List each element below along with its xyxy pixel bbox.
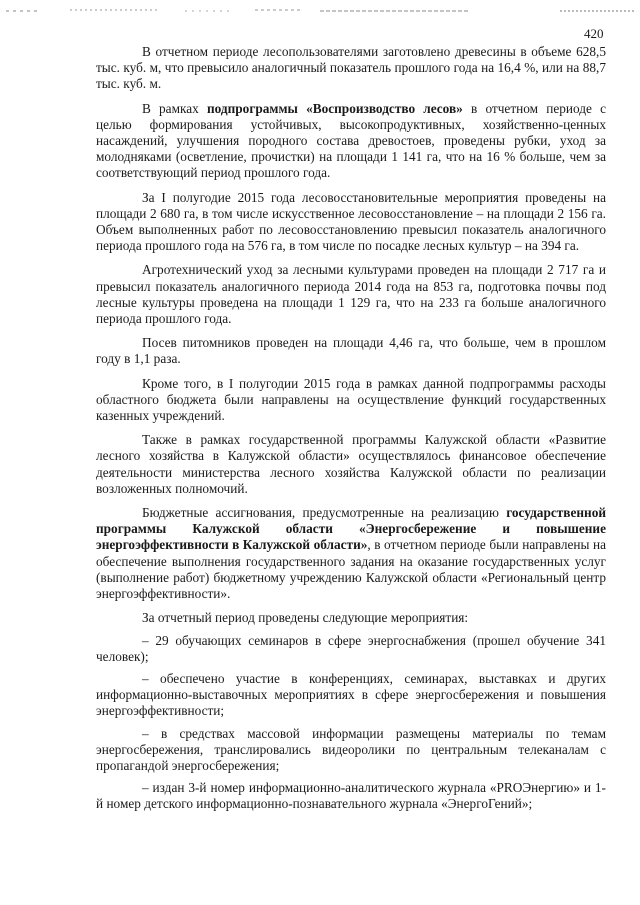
paragraph-text: Бюджетные ассигнования, предусмотренные на реализацию xyxy=(142,505,507,521)
paragraph-timber-harvest: В отчетном периоде лесопользователями заготовлено древесины в объеме 628,5 тыс. куб. м, что превысило аналогичный показатель прошлого года на 16,4 %, или на 88,7 тыс. куб. м. xyxy=(96,44,606,92)
scan-artifact-marks xyxy=(0,4,640,18)
paragraph-text: в отчетном периоде с целью формирования устойчивых, высокопродуктивных, хозяйственно-ценных насаждений, улучшения породного состава древостоев, проведены рубки, уход за молодняками (осветление, прочистки) на площади 1 141 га, что на 16 % больше, чем за соответствующий период прошлого года. xyxy=(96,100,606,181)
list-item-media: – в средствах массовой информации размещены материалы по темам энергосбережения, транслировались видеоролики по центральным телеканалам с пропагандой энергосбережения; xyxy=(96,725,606,773)
paragraph-agrotechnical-care: Агротехнический уход за лесными культурами проведен на площади 2 717 га и превысил показатель аналогичного периода 2014 года на 853 га, подготовка почвы под лесные культуры проведена на площади 1 129 га, что на 233 га больше аналогичного периода прошлого года. xyxy=(96,262,606,327)
subprogram-title: подпрограммы «Воспроизводство лесов» xyxy=(206,100,463,116)
list-item-conferences: – обеспечено участие в конференциях, семинарах, выставках и других информационно-выставочных мероприятиях в сфере энергосбережения и повышения энергоэффективности; xyxy=(96,670,606,719)
paragraph-measures-intro: За отчетный период проведены следующие мероприятия: xyxy=(142,610,469,626)
paragraph-nursery-sowing: Посев питомников проведен на площади 4,46 га, что больше, чем в прошлом году в 1,1 раза. xyxy=(96,335,606,367)
paragraph-energy-program xyxy=(96,505,606,602)
paragraph-forestry-program: Также в рамках государственной программы Калужской области «Развитие лесного хозяйства в Калужской области» осуществлялось финансовое обеспечение деятельности министерства лесного хозяйства Калужской области по реализации возложенных полномочий. xyxy=(96,432,606,496)
document-body xyxy=(96,44,606,819)
program-title: государственной программы Калужской области «Энергосбережение и повышение энергоэффективности в Калужской области» xyxy=(96,505,606,553)
paragraph-text: В рамках xyxy=(142,100,207,116)
page-number: 420 xyxy=(584,26,604,41)
list-item-journals: – издан 3-й номер информационно-аналитического журнала «PROЭнергию» и 1-й номер детского информационно-познавательного журнала «ЭнергоГений»; xyxy=(96,780,606,812)
paragraph-forest-reproduction xyxy=(96,101,606,182)
paragraph-text: , в отчетном периоде были направлены на обеспечение выполнения государственного задания на оказание государственных услуг (выполнение работ) бюджетному учреждению Калужской области «Региональный центр энергоэффективности». xyxy=(96,537,606,602)
paragraph-reforestation: За I полугодие 2015 года лесовосстановительные мероприятия проведены на площади 2 680 га, в том числе искусственное лесовосстановление – на площади 2 156 га. Объем выполненных работ по лесовосстановлению превысил показатель аналогичного периода прошлого года на 576 га, в том числе по посадке лесных культур – на 394 га. xyxy=(96,189,606,254)
paragraph-budget-expenses: Кроме того, в I полугодии 2015 года в рамках данной подпрограммы расходы областного бюджета были направлены на осуществление функций государственных казенных учреждений. xyxy=(96,375,606,424)
list-item-seminars: – 29 обучающих семинаров в сфере энергоснабжения (прошел обучение 341 человек); xyxy=(96,632,606,664)
